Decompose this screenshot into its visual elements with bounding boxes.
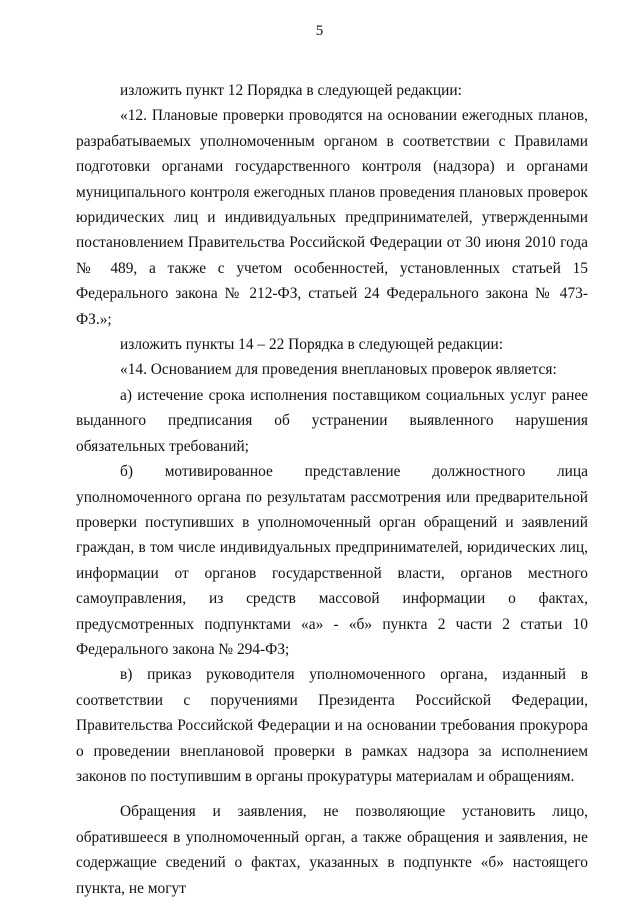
paragraph-item-14: «14. Основанием для проведения внеплановых проверок является: <box>120 361 557 379</box>
paragraph-item-14-a: а) истечение срока исполнения поставщиком социальных услуг ранее выданного предписания об устранении выявленного нарушения обязательных требований; <box>76 386 588 455</box>
document-body <box>76 78 588 901</box>
paragraph-item-12: «12. Плановые проверки проводятся на основании ежегодных планов, разрабатываемых уполномоченным органом в соответствии с Правилами подготовки органами государственного контроля (надзора) и органами муниципального контроля ежегодных планов проведения плановых проверок юридических лиц и индивидуальных предпринимателей, утвержденными постановлением Правительства Российской Федерации от 30 июня 2010 года № 489, а также с учетом особенностей, установленных статьей 15 Федерального закона № 212-ФЗ, статьей 24 Федерального закона № 473-ФЗ.»; <box>76 107 588 328</box>
paragraph-instruction-14-22: изложить пункты 14 – 22 Порядка в следующей редакции: <box>120 336 503 354</box>
paragraph-item-14-b: б) мотивированное представление должностного лица уполномоченного органа по результатам рассмотрения или предварительной проверки поступивших в уполномоченный орган обращений и заявлений граждан, в том числе индивидуальных предпринимателей, юридических лиц, информации от органов государственной власти, органов местного самоуправления, из средств массовой информации о фактах, предусмотренных подпунктами «а» - «б» пункта 2 части 2 статьи 10 Федерального закона № 294-ФЗ; <box>76 463 588 658</box>
page-number: 5 <box>315 23 324 39</box>
paragraph-appeals: Обращения и заявления, не позволяющие установить лицо, обратившееся в уполномоченный орган, а также обращения и заявления, не содержащие сведений о фактах, указанных в подпункте «б» настоящего пункта, не могут <box>76 803 588 897</box>
paragraph-instruction-12: изложить пункт 12 Порядка в следующей редакции: <box>120 82 462 99</box>
paragraph-item-14-v: в) приказ руководителя уполномоченного органа, изданный в соответствии с поручениями Президента Российской Федерации, Правительства Российской Федерации и на основании требования прокурора о проведении внеплановой проверки в рамках надзора за исполнением законов по поступившим в органы прокуратуры материалам и обращениям. <box>76 666 588 785</box>
